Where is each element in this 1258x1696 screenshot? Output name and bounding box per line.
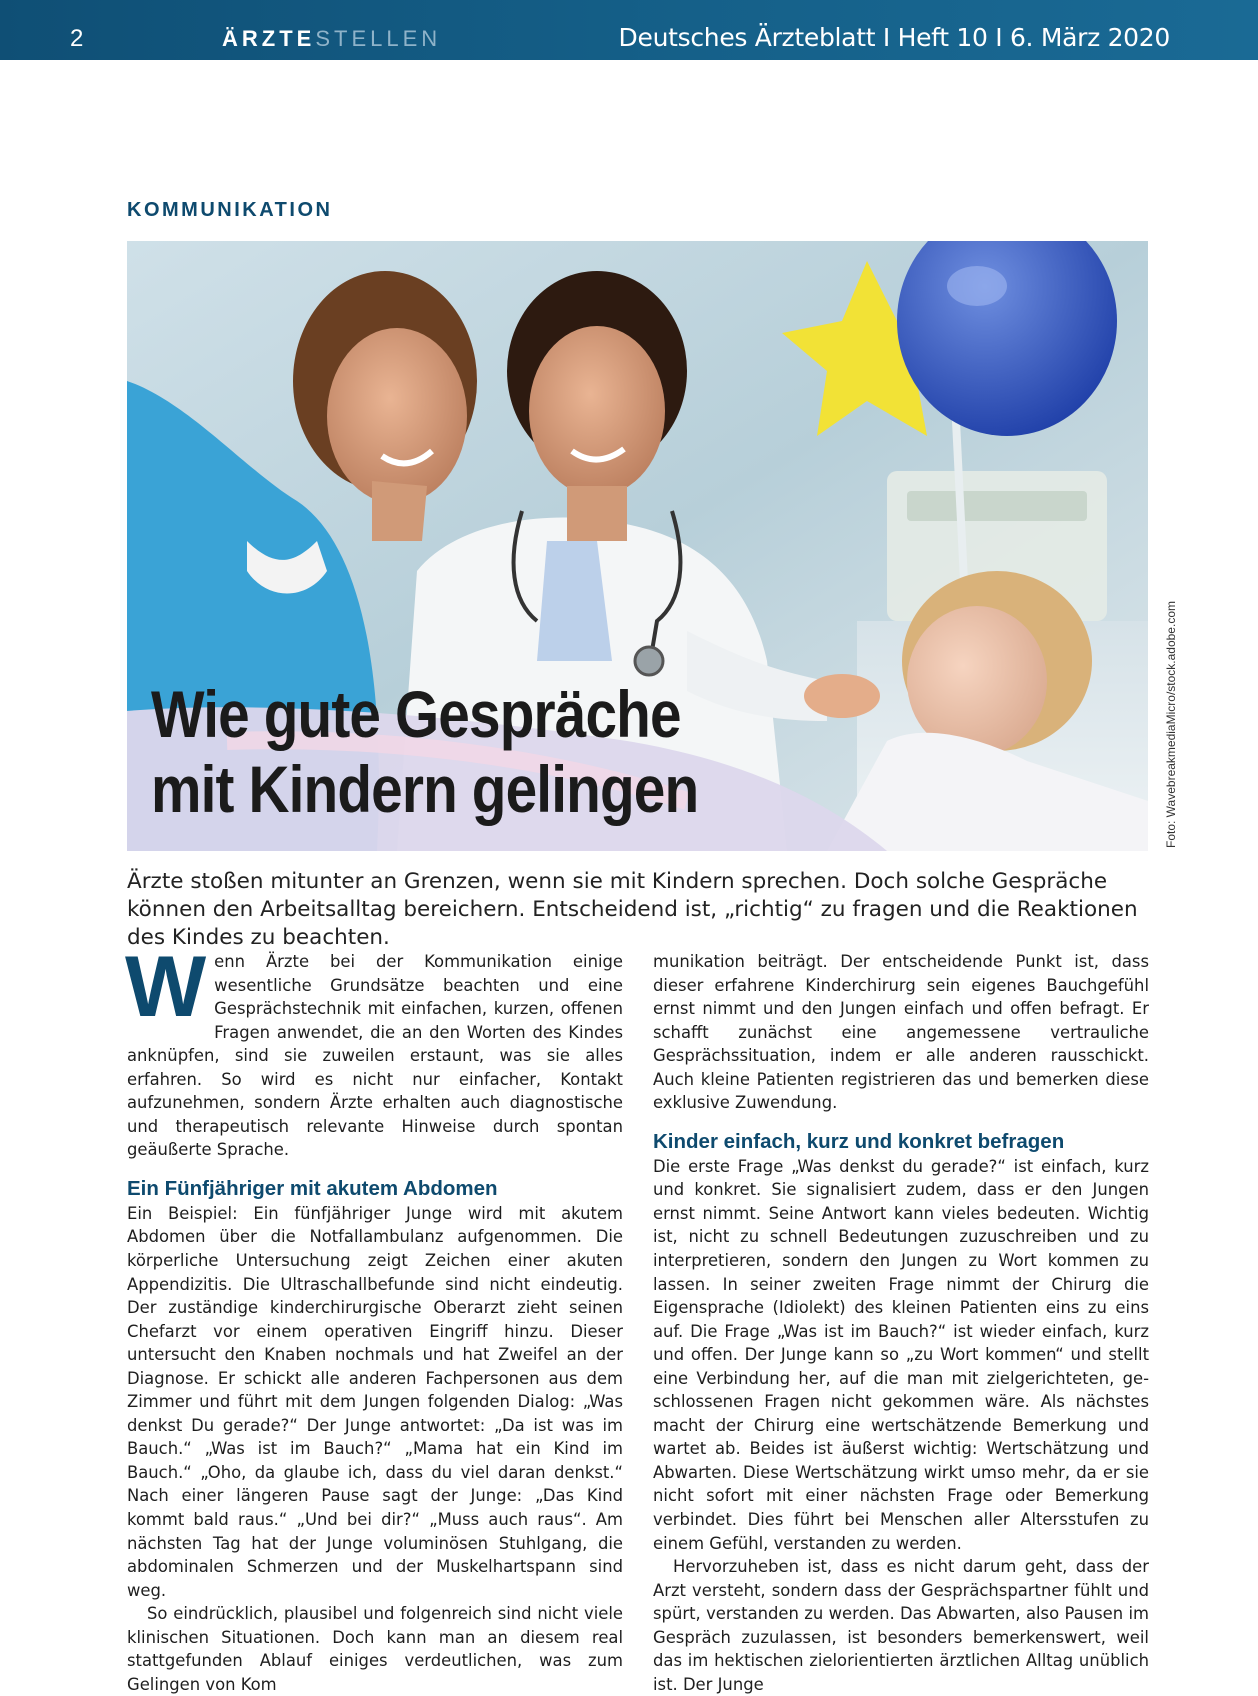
journal-issue: Deutsches Ärzteblatt I Heft 10 I 6. März 2020 [618, 23, 1170, 52]
right-column [653, 950, 1149, 1696]
page-header [0, 0, 1258, 60]
title-line-2: mit Kindern gelingen [151, 752, 699, 826]
paragraph: munikation beiträgt. Der entscheidende Punkt ist, dass dieser erfahrene Kinderchirurg sein eigenes Bauchgefühl ernst nimmt und den Jungen einfach und offen befragt. Er schafft zunächst eine angemessene vertrauliche Gesprächssituation, indem er alle anderen rausschickt. Auch kleine Patienten registrieren das und bemerken diese exklusive Zuwendung. [653, 952, 1149, 1113]
left-column [125, 939, 623, 1696]
subheading: Kinder einfach, kurz und konkret befragen [653, 1129, 1065, 1153]
paragraph: Die erste Frage „Was denkst du gerade?“ ist einfach, kurz und konkret. Sie signalisiert zudem, dass er den Jungen ernst nimmt. Seine Antwort kann vieles bedeuten. Wichtig ist, nicht zu schnell Bedeutungen zuzuschreiben und zu interpretieren, sondern den Jungen zu Wort kommen zu lassen. In seiner zweiten Frage nimmt der Chirurg die Eigensprache (Idiolekt) des kleinen Patienten eins zu eins auf. Die Frage „Was ist im Bauch?“ ist wieder einfach, kurz und offen. Der Junge kann so „zu Wort kommen“ und stellt eine Verbindung her, auf die man mit zielgerichteten, geschlossenen Fragen nicht gekommen wäre. Als nächstes macht der Chirurg eine wertschätzende Bemerkung und wartet ab. Beides ist äußerst wichtig: Wertschätzung und Abwarten. Diese Wertschätzung wirkt umso mehr, da er sie nicht sofort mit einer nächsten Frage oder Bemerkung verbindet. Dies führt bei Menschen aller Altersstufen zu einem Gefühl, verstanden zu werden. [653, 1156, 1149, 1553]
article-lead: Ärzte stoßen mitunter an Grenzen, wenn sie mit Kindern sprechen. Doch solche Gespräche können den Arbeitsalltag bereichern. Entscheidend ist, „richtig“ zu fragen und die Reaktionen des Kindes zu beachten. [127, 869, 1138, 950]
page-number: 2 [70, 25, 84, 52]
dropcap: W [125, 939, 207, 1035]
paragraph: enn Ärzte bei der Kommunikation einige wesentliche Grundsätze beachten und eine Gesprächstechnik mit einfachen, kurzen, offenen Fragen anwendet, die an den Worten des Kindes anknüpfen, sind sie zuweilen erstaunt, was sie alles erfahren. So wird es nicht nur einfacher, Kontakt aufzunehmen, sondern Ärzte erhalten auch diagnostische und therapeutisch relevante Hinweise durch spontan geäußerte Sprache. [127, 952, 623, 1160]
photo-credit: Foto: WavebreakmediaMicro/stock.adobe.com [1164, 601, 1178, 848]
paragraph: Ein Beispiel: Ein fünfjähriger Junge wird mit akutem Abdomen über die Notfallambulanz aufgenommen. Die körperliche Untersuchung zeigt Zeichen einer akuten Appendizitis. Die Ultraschallbefunde sind nicht eindeutig. Der zuständige kinderchirurgische Oberarzt zieht seinen Chefarzt vor einem operativen Eingriff hinzu. Dieser untersucht den Knaben nochmals und hat Zweifel an der Diagnose. Er schickt alle anderen Fachpersonen aus dem Zimmer und führt mit dem Jungen folgenden Dialog: „Was denkst Du gerade?“ Der Junge antwortet: „Da ist was im Bauch.“ „Was ist im Bauch?“ „Mama hat ein Kind im Bauch.“ „Oho, da glaube ich, dass du viel daran denkst.“ Nach einer längeren Pause sagt der Junge: „Das Kind kommt bald raus.“ „Und bei dir?“ „Muss auch raus“. Am nächsten Tag hat der Junge voluminösen Stuhlgang, die abdominalen Schmerzen und der Muskelhartspann sind weg. [127, 1203, 623, 1600]
hero-photo [127, 241, 1148, 851]
section-tag: KOMMUNIKATION [127, 199, 333, 221]
brand-part-1: ÄRZTE [222, 26, 316, 51]
subheading: Ein Fünfjähriger mit akutem Abdomen [127, 1176, 498, 1200]
paragraph: So eindrücklich, plausibel und folgenreich sind nicht viele klinischen Situationen. Doch kann man an diesem real stattgefunden Ablauf einiges verdeutlichen, was zum Gelingen von Kom [127, 1604, 623, 1694]
brand-logo [222, 26, 441, 52]
paragraph: Hervorzuheben ist, dass es nicht darum geht, dass der Arzt versteht, sondern dass der Gesprächspartner fühlt und spürt, verstanden zu werden. Das Abwarten, also Pausen im Gespräch zuzulassen, ist besonders bemerkenswert, weil das im hektischen zielorientierten ärztlichen Alltag unüblich ist. Der Junge [653, 1557, 1149, 1694]
brand-part-2: STELLEN [315, 26, 442, 51]
title-line-1: Wie gute Gespräche [151, 677, 681, 751]
article-title [151, 677, 698, 827]
